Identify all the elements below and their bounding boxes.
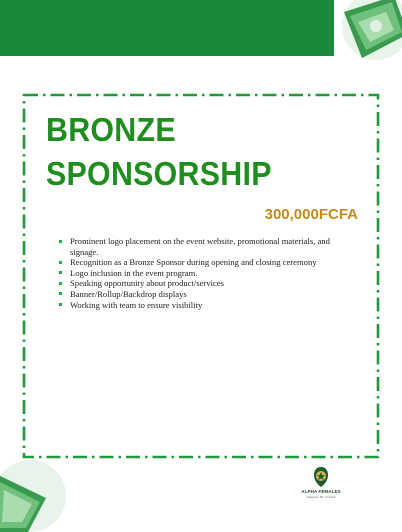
sponsorship-title (46, 108, 272, 196)
logo-name: ALPHA FEMALES (301, 489, 341, 494)
benefit-item: Speaking opportunity about product/services (58, 278, 358, 289)
title-line-1: BRONZE (46, 111, 176, 148)
benefit-item: Working with team to ensure visibility (58, 300, 358, 311)
benefit-item: Prominent logo placement on the event website, promotional materials, and signage. (58, 236, 358, 257)
benefit-item: Banner/Rollup/Backdrop displays (58, 289, 358, 300)
title-line-2: SPONSORSHIP (46, 155, 272, 192)
alpha-females-logo (298, 466, 344, 499)
benefit-item: Recognition as a Bronze Sponsor during opening and closing ceremony (58, 257, 358, 268)
logo-tagline: Network | Be Yourself (306, 495, 336, 499)
price-label: 300,000FCFA (264, 206, 358, 223)
logo-emblem-icon (311, 466, 331, 488)
benefits-list (58, 236, 358, 310)
benefit-item: Logo inclusion in the event program. (58, 268, 358, 279)
